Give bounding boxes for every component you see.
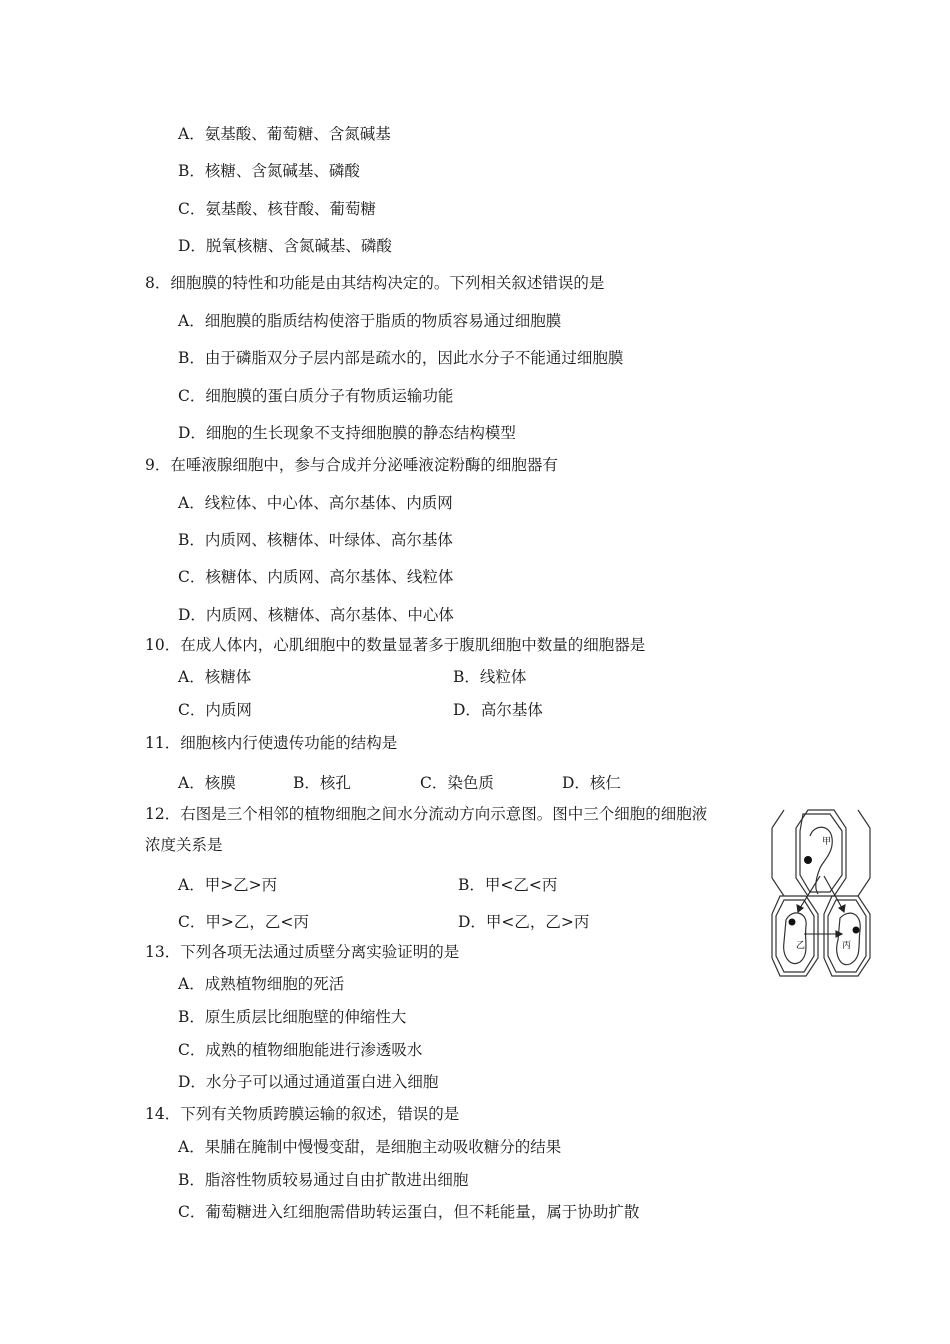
q13-option-b: B．原生质层比细胞壁的伸缩性大 — [178, 1008, 407, 1026]
q7-option-c: C．氨基酸、核苷酸、葡萄糖 — [178, 200, 376, 218]
q8-option-d: D．细胞的生长现象不支持细胞膜的静态结构模型 — [178, 424, 516, 442]
q7-option-a: A．氨基酸、葡萄糖、含氮碱基 — [178, 125, 391, 143]
q7-option-d: D．脱氧核糖、含氮碱基、磷酸 — [178, 237, 392, 255]
q8-option-b: B．由于磷脂双分子层内部是疏水的，因此水分子不能通过细胞膜 — [178, 349, 624, 367]
q14-stem: 14．下列有关物质跨膜运输的叙述，错误的是 — [145, 1105, 460, 1123]
q10-option-c: C．内质网 — [178, 701, 252, 719]
q14-option-b: B．脂溶性物质较易通过自由扩散进出细胞 — [178, 1171, 469, 1189]
nucleus-jia — [804, 856, 812, 864]
q11-option-b: B．核孔 — [293, 774, 351, 792]
q10-option-b: B．线粒体 — [453, 668, 527, 686]
label-jia: 甲 — [822, 837, 832, 847]
q12-stem-line1: 12．右图是三个相邻的植物细胞之间水分流动方向示意图。图中三个细胞的细胞液 — [145, 805, 708, 823]
nucleus-bing — [853, 927, 860, 934]
q12-option-d: D．甲<乙，乙>丙 — [458, 913, 590, 931]
plant-cells-diagram — [770, 808, 872, 978]
q9-stem: 9．在唾液腺细胞中，参与合成并分泌唾液淀粉酶的细胞器有 — [145, 456, 558, 474]
q11-stem: 11．细胞核内行使遗传功能的结构是 — [145, 734, 398, 752]
plant-cells-figure — [770, 808, 872, 978]
label-bing: 丙 — [842, 941, 852, 951]
q14-option-a: A．果脯在腌制中慢慢变甜，是细胞主动吸收糖分的结果 — [178, 1138, 562, 1156]
q14-option-c: C．葡萄糖进入红细胞需借助转运蛋白，但不耗能量，属于协助扩散 — [178, 1203, 640, 1221]
q8-stem: 8．细胞膜的特性和功能是由其结构决定的。下列相关叙述错误的是 — [145, 274, 605, 292]
q13-stem: 13．下列各项无法通过质壁分离实验证明的是 — [145, 943, 460, 961]
q13-option-d: D．水分子可以通过通道蛋白进入细胞 — [178, 1073, 439, 1091]
q9-option-d: D．内质网、核糖体、高尔基体、中心体 — [178, 606, 454, 624]
q10-option-d: D．高尔基体 — [453, 701, 543, 719]
q8-option-c: C．细胞膜的蛋白质分子有物质运输功能 — [178, 387, 454, 405]
q9-option-b: B．内质网、核糖体、叶绿体、高尔基体 — [178, 531, 453, 549]
q7-option-b: B．核糖、含氮碱基、磷酸 — [178, 162, 360, 180]
q12-option-b: B．甲<乙<丙 — [458, 876, 558, 894]
q13-option-c: C．成熟的植物细胞能进行渗透吸水 — [178, 1041, 423, 1059]
q9-option-c: C．核糖体、内质网、高尔基体、线粒体 — [178, 568, 454, 586]
q12-stem-line2: 浓度关系是 — [145, 836, 223, 854]
q12-option-a: A．甲>乙>丙 — [178, 876, 278, 894]
q10-option-a: A．核糖体 — [178, 668, 252, 686]
label-yi: 乙 — [796, 941, 806, 951]
q8-option-a: A．细胞膜的脂质结构使溶于脂质的物质容易通过细胞膜 — [178, 312, 562, 330]
q9-option-a: A．线粒体、中心体、高尔基体、内质网 — [178, 494, 453, 512]
q13-option-a: A．成熟植物细胞的死活 — [178, 975, 345, 993]
q12-option-c: C．甲>乙，乙<丙 — [178, 913, 309, 931]
nucleus-yi — [789, 919, 796, 926]
q11-option-c: C．染色质 — [420, 774, 494, 792]
q10-stem: 10．在成人体内，心肌细胞中的数量显著多于腹肌细胞中数量的细胞器是 — [145, 636, 646, 654]
q11-option-d: D．核仁 — [562, 774, 621, 792]
q11-option-a: A．核膜 — [178, 774, 236, 792]
